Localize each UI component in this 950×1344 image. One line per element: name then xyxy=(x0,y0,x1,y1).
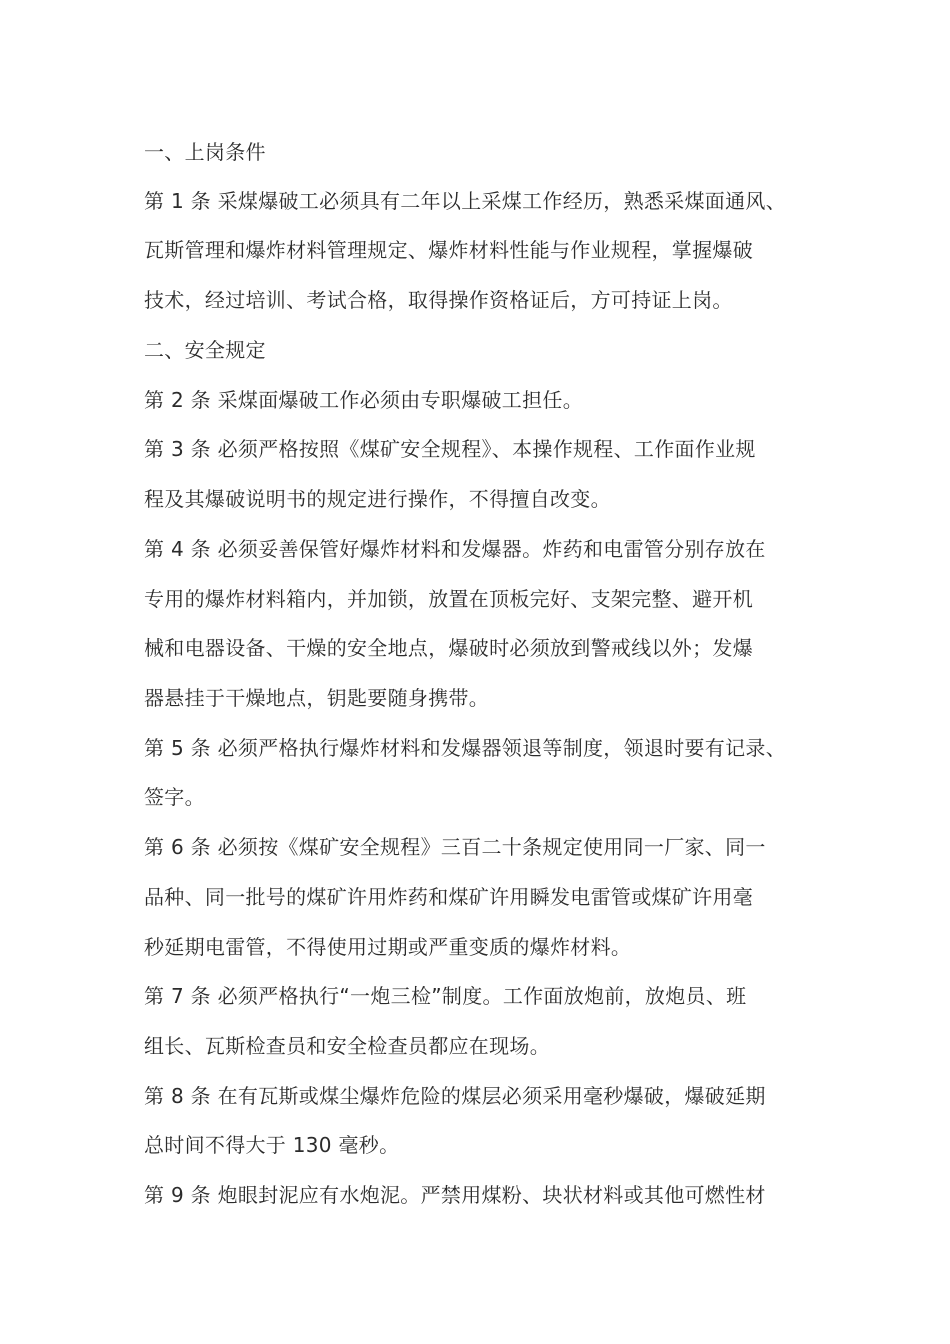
article-1-line-1: 第 1 条 采煤爆破工必须具有二年以上采煤工作经历，熟悉采煤面通风、 xyxy=(144,189,786,213)
article-1-line-2: 瓦斯管理和爆炸材料管理规定、爆炸材料性能与作业规程，掌握爆破 xyxy=(144,238,753,262)
article-7-line-1: 第 7 条 必须严格执行“一炮三检”制度。工作面放炮前，放炮员、班 xyxy=(144,984,747,1008)
article-4-line-4: 器悬挂于干燥地点，钥匙要随身携带。 xyxy=(144,686,490,710)
section-heading-qualifications: 一、上岗条件 xyxy=(144,140,266,164)
article-6-line-1: 第 6 条 必须按《煤矿安全规程》三百二十条规定使用同一厂家、同一 xyxy=(144,835,766,859)
article-5-line-1: 第 5 条 必须严格执行爆炸材料和发爆器领退等制度，领退时要有记录、 xyxy=(144,736,786,760)
article-4-line-2: 专用的爆炸材料箱内，并加锁，放置在顶板完好、支架完整、避开机 xyxy=(144,587,753,611)
article-8-line-1: 第 8 条 在有瓦斯或煤尘爆炸危险的煤层必须采用毫秒爆破，爆破延期 xyxy=(144,1084,766,1108)
article-1-line-3: 技术，经过培训、考试合格，取得操作资格证后，方可持证上岗。 xyxy=(144,288,733,312)
article-5-line-2: 签字。 xyxy=(144,785,205,809)
article-3-line-2: 程及其爆破说明书的规定进行操作，不得擅自改变。 xyxy=(144,487,611,511)
article-6-line-2: 品种、同一批号的煤矿许用炸药和煤矿许用瞬发电雷管或煤矿许用毫 xyxy=(144,885,753,909)
article-3-line-1: 第 3 条 必须严格按照《煤矿安全规程》、本操作规程、工作面作业规 xyxy=(144,437,756,461)
article-7-line-2: 组长、瓦斯检查员和安全检查员都应在现场。 xyxy=(144,1034,550,1058)
article-9-line-1: 第 9 条 炮眼封泥应有水炮泥。严禁用煤粉、块状材料或其他可燃性材 xyxy=(144,1183,766,1207)
article-4-line-3: 械和电器设备、干燥的安全地点，爆破时必须放到警戒线以外；发爆 xyxy=(144,636,753,660)
article-6-line-3: 秒延期电雷管，不得使用过期或严重变质的爆炸材料。 xyxy=(144,935,632,959)
article-2-line-1: 第 2 条 采煤面爆破工作必须由专职爆破工担任。 xyxy=(144,388,583,412)
article-4-line-1: 第 4 条 必须妥善保管好爆炸材料和发爆器。炸药和电雷管分别存放在 xyxy=(144,537,766,561)
section-heading-safety-rules: 二、安全规定 xyxy=(144,338,266,362)
article-8-line-2: 总时间不得大于 130 毫秒。 xyxy=(144,1133,400,1157)
